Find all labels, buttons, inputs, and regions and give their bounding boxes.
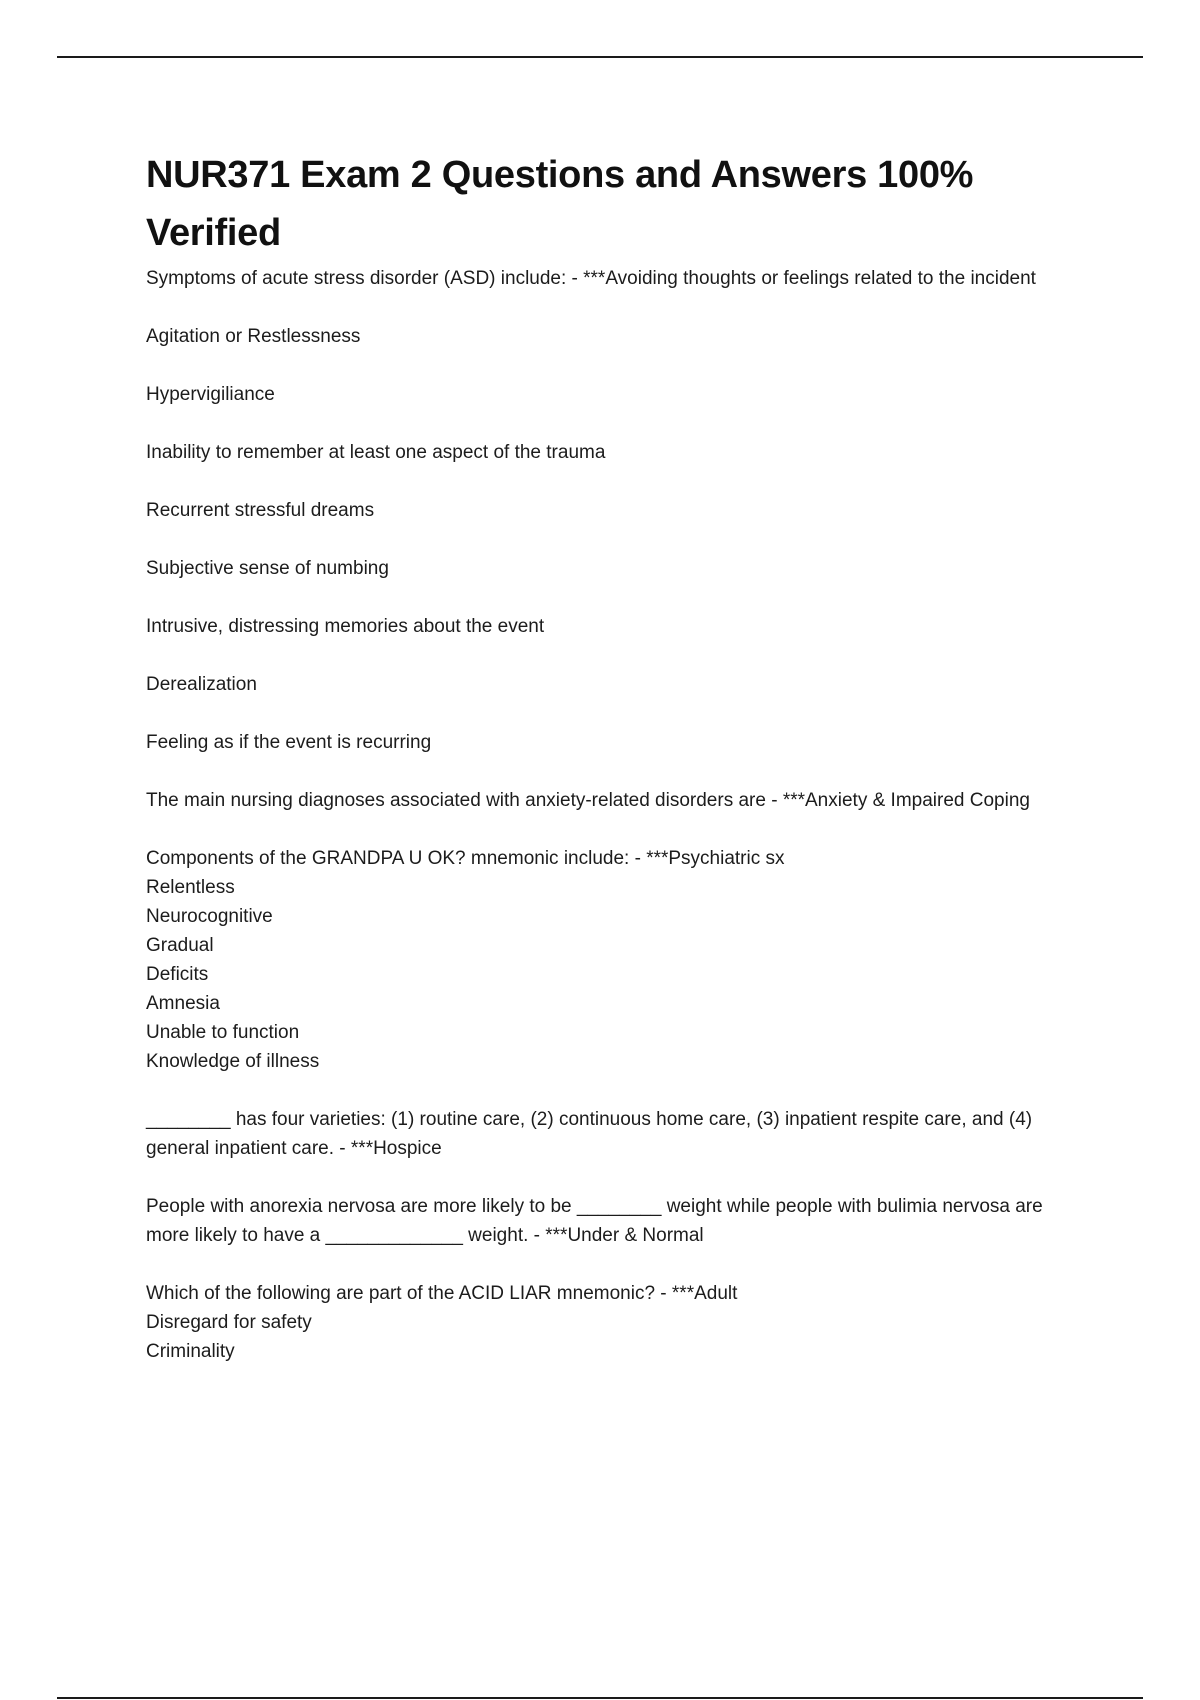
qa-block-intrusive-memories <box>146 612 1086 641</box>
qa-block-inability-remember <box>146 438 1086 467</box>
qa-line: Hypervigiliance <box>146 384 275 405</box>
qa-line: People with anorexia nervosa are more likely to be ________ weight while people with bulimia nervosa are more likely to have a _____________ weight. - ***Under & Normal <box>146 1196 1043 1246</box>
qa-block-asd-symptoms <box>146 264 1086 293</box>
qa-line: Which of the following are part of the ACID LIAR mnemonic? - ***Adult <box>146 1283 738 1304</box>
qa-line: Disregard for safety <box>146 1312 312 1333</box>
qa-block-agitation <box>146 322 1086 351</box>
qa-line: Derealization <box>146 674 257 695</box>
document-body <box>146 146 1086 1395</box>
qa-line: Relentless <box>146 877 235 898</box>
qa-line: Criminality <box>146 1341 235 1362</box>
qa-line: Intrusive, distressing memories about the event <box>146 616 545 637</box>
qa-line: Symptoms of acute stress disorder (ASD) include: - ***Avoiding thoughts or feelings related to the incident <box>146 268 1036 289</box>
qa-line: Gradual <box>146 935 214 956</box>
footer-rule <box>57 1697 1143 1699</box>
qa-block-hypervigilance <box>146 380 1086 409</box>
qa-line: The main nursing diagnoses associated with anxiety-related disorders are - ***Anxiety & Impaired Coping <box>146 790 1030 811</box>
qa-block-hospice <box>146 1105 1086 1163</box>
qa-block-stressful-dreams <box>146 496 1086 525</box>
qa-block-acid-liar <box>146 1279 1086 1366</box>
qa-line: Amnesia <box>146 993 220 1014</box>
qa-block-grandpa-mnemonic <box>146 844 1086 1076</box>
qa-line: Components of the GRANDPA U OK? mnemonic include: - ***Psychiatric sx <box>146 848 785 869</box>
qa-line: Knowledge of illness <box>146 1051 320 1072</box>
qa-block-numbing <box>146 554 1086 583</box>
qa-line: Recurrent stressful dreams <box>146 500 375 521</box>
qa-block-nursing-diagnoses <box>146 786 1086 815</box>
qa-line: Subjective sense of numbing <box>146 558 389 579</box>
qa-line: ________ has four varieties: (1) routine care, (2) continuous home care, (3) inpatient respite care, and (4) general inpatient care. - ***Hospice <box>146 1109 1033 1159</box>
document-title: NUR371 Exam 2 Questions and Answers 100% Verified <box>146 154 974 254</box>
qa-line: Deficits <box>146 964 209 985</box>
qa-line: Agitation or Restlessness <box>146 326 361 347</box>
qa-line: Neurocognitive <box>146 906 273 927</box>
header-rule <box>57 56 1143 58</box>
qa-line: Inability to remember at least one aspect of the trauma <box>146 442 606 463</box>
qa-line: Unable to function <box>146 1022 300 1043</box>
qa-line: Feeling as if the event is recurring <box>146 732 432 753</box>
qa-block-event-recurring <box>146 728 1086 757</box>
qa-block-anorexia-bulimia <box>146 1192 1086 1250</box>
qa-block-derealization <box>146 670 1086 699</box>
